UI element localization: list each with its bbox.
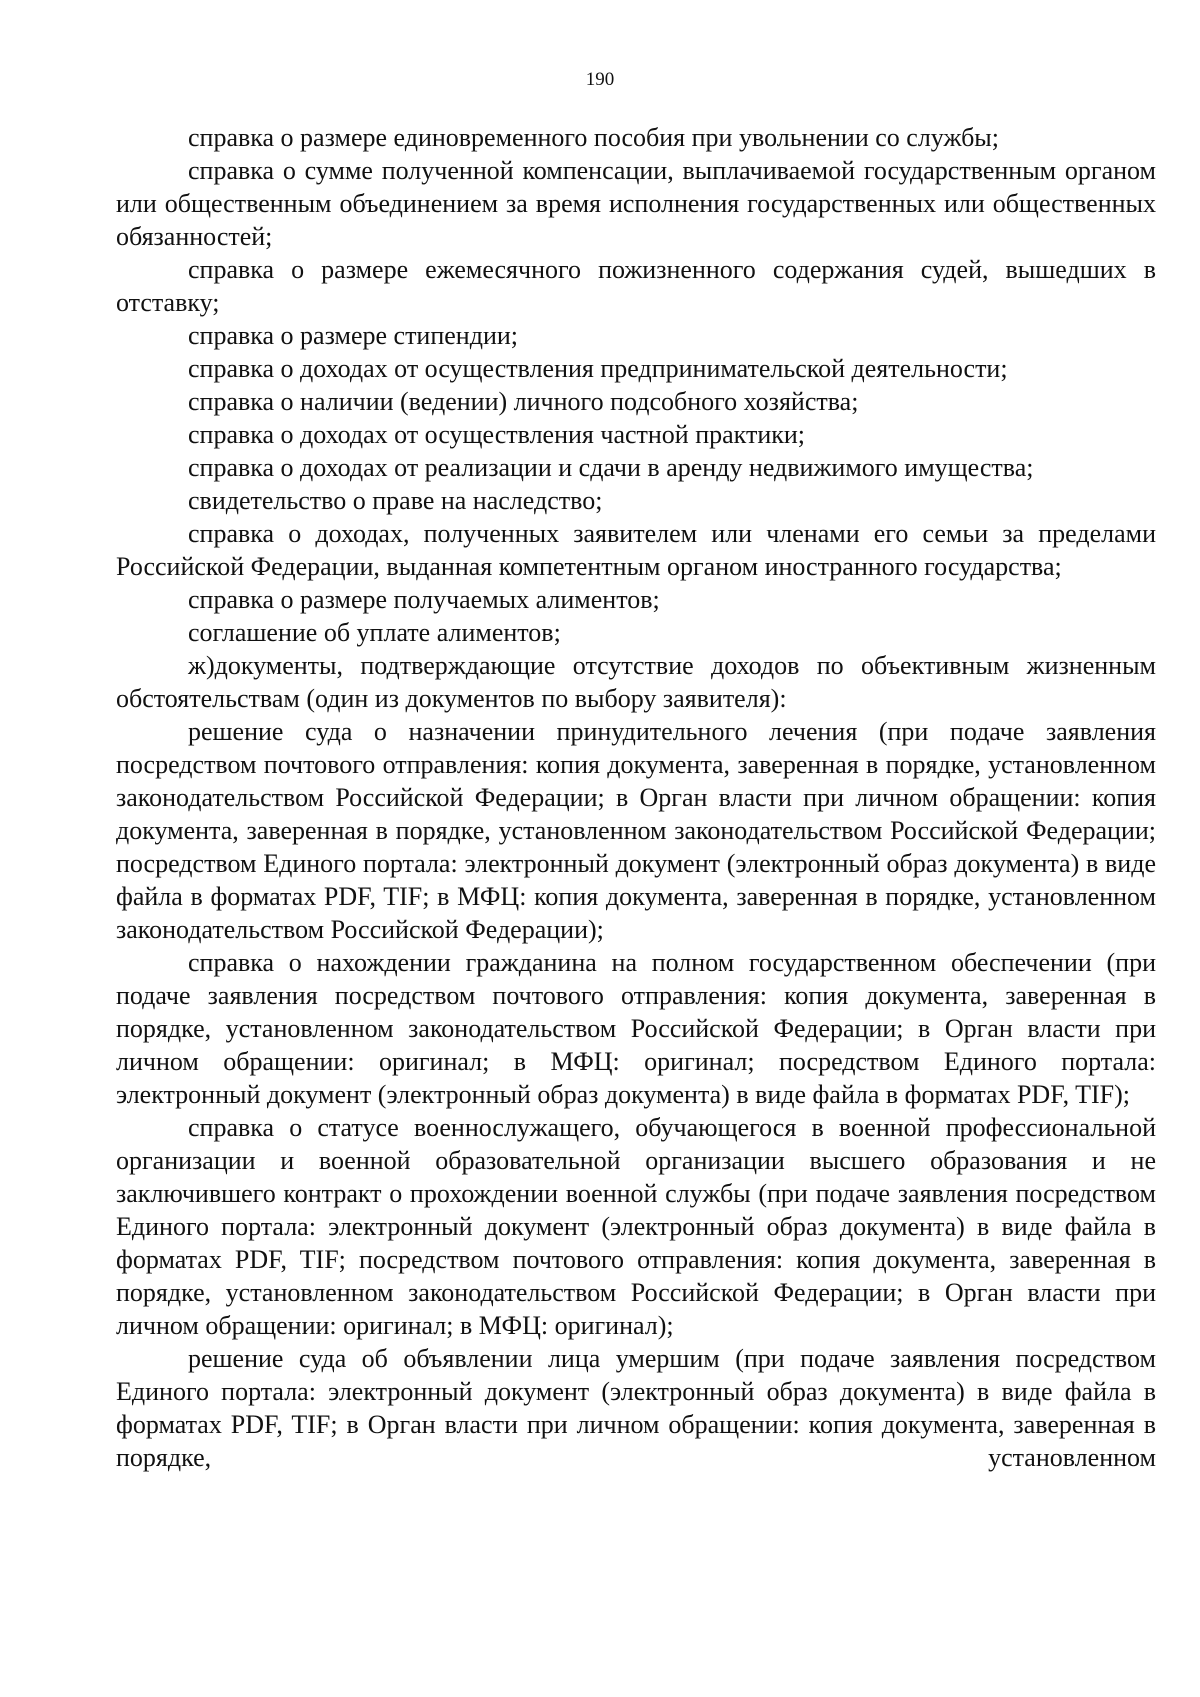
paragraph: справка о размере стипендии; bbox=[188, 321, 518, 350]
paragraph: решение суда об объявлении лица умершим (при подаче заявления посредством Единого портала: электронный документ (электронный образ документа) в виде файла в форматах PDF, TIF; в Орган власти при личном обращении: копия документа, заверенная в порядке, установленном bbox=[116, 1344, 1156, 1472]
document-body bbox=[116, 121, 1156, 1474]
paragraph: справка о доходах от осуществления предпринимательской деятельности; bbox=[188, 354, 1008, 383]
paragraph: справка о доходах от реализации и сдачи в аренду недвижимого имущества; bbox=[188, 453, 1034, 482]
paragraph: соглашение об уплате алиментов; bbox=[188, 618, 561, 647]
paragraph: ж)документы, подтверждающие отсутствие доходов по объективным жизненным обстоятельствам (один из документов по выбору заявителя): bbox=[116, 651, 1156, 713]
paragraph: справка о наличии (ведении) личного подсобного хозяйства; bbox=[188, 387, 859, 416]
paragraph: справка о доходах, полученных заявителем или членами его семьи за пределами Российской Федерации, выданная компетентным органом иностранного государства; bbox=[116, 519, 1156, 581]
page-number: 190 bbox=[585, 69, 615, 90]
paragraph: справка о размере единовременного пособия при увольнении со службы; bbox=[188, 123, 1000, 152]
paragraph: справка о размере ежемесячного пожизненного содержания судей, вышедших в отставку; bbox=[116, 255, 1156, 317]
paragraph: справка о доходах от осуществления частной практики; bbox=[188, 420, 806, 449]
paragraph: справка о сумме полученной компенсации, выплачиваемой государственным органом или общественным объединением за время исполнения государственных или общественных обязанностей; bbox=[116, 156, 1156, 251]
paragraph: решение суда о назначении принудительного лечения (при подаче заявления посредством почтового отправления: копия документа, заверенная в порядке, установленном законодательством Российской Федерации; в Орган власти при личном обращении: копия документа, заверенная в порядке, установленном законодательством Российской Федерации; посредством Единого портала: электронный документ (электронный образ документа) в виде файла в форматах PDF, TIF; в МФЦ: копия документа, заверенная в порядке, установленном законодательством Российской Федерации); bbox=[116, 717, 1156, 944]
paragraph: справка о статусе военнослужащего, обучающегося в военной профессиональной организации и военной образовательной организации высшего образования и не заключившего контракт о прохождении военной службы (при подаче заявления посредством Единого портала: электронный документ (электронный образ документа) в виде файла в форматах PDF, TIF; посредством почтового отправления: копия документа, заверенная в порядке, установленном законодательством Российской Федерации; в Орган власти при личном обращении: оригинал; в МФЦ: оригинал); bbox=[116, 1113, 1156, 1340]
paragraph: справка о нахождении гражданина на полном государственном обеспечении (при подаче заявления посредством почтового отправления: копия документа, заверенная в порядке, установленном законодательством Российской Федерации; в Орган власти при личном обращении: оригинал; в МФЦ: оригинал; посредством Единого портала: электронный документ (электронный образ документа) в виде файла в форматах PDF, TIF); bbox=[116, 948, 1156, 1109]
paragraph: справка о размере получаемых алиментов; bbox=[188, 585, 660, 614]
paragraph: свидетельство о праве на наследство; bbox=[188, 486, 603, 515]
